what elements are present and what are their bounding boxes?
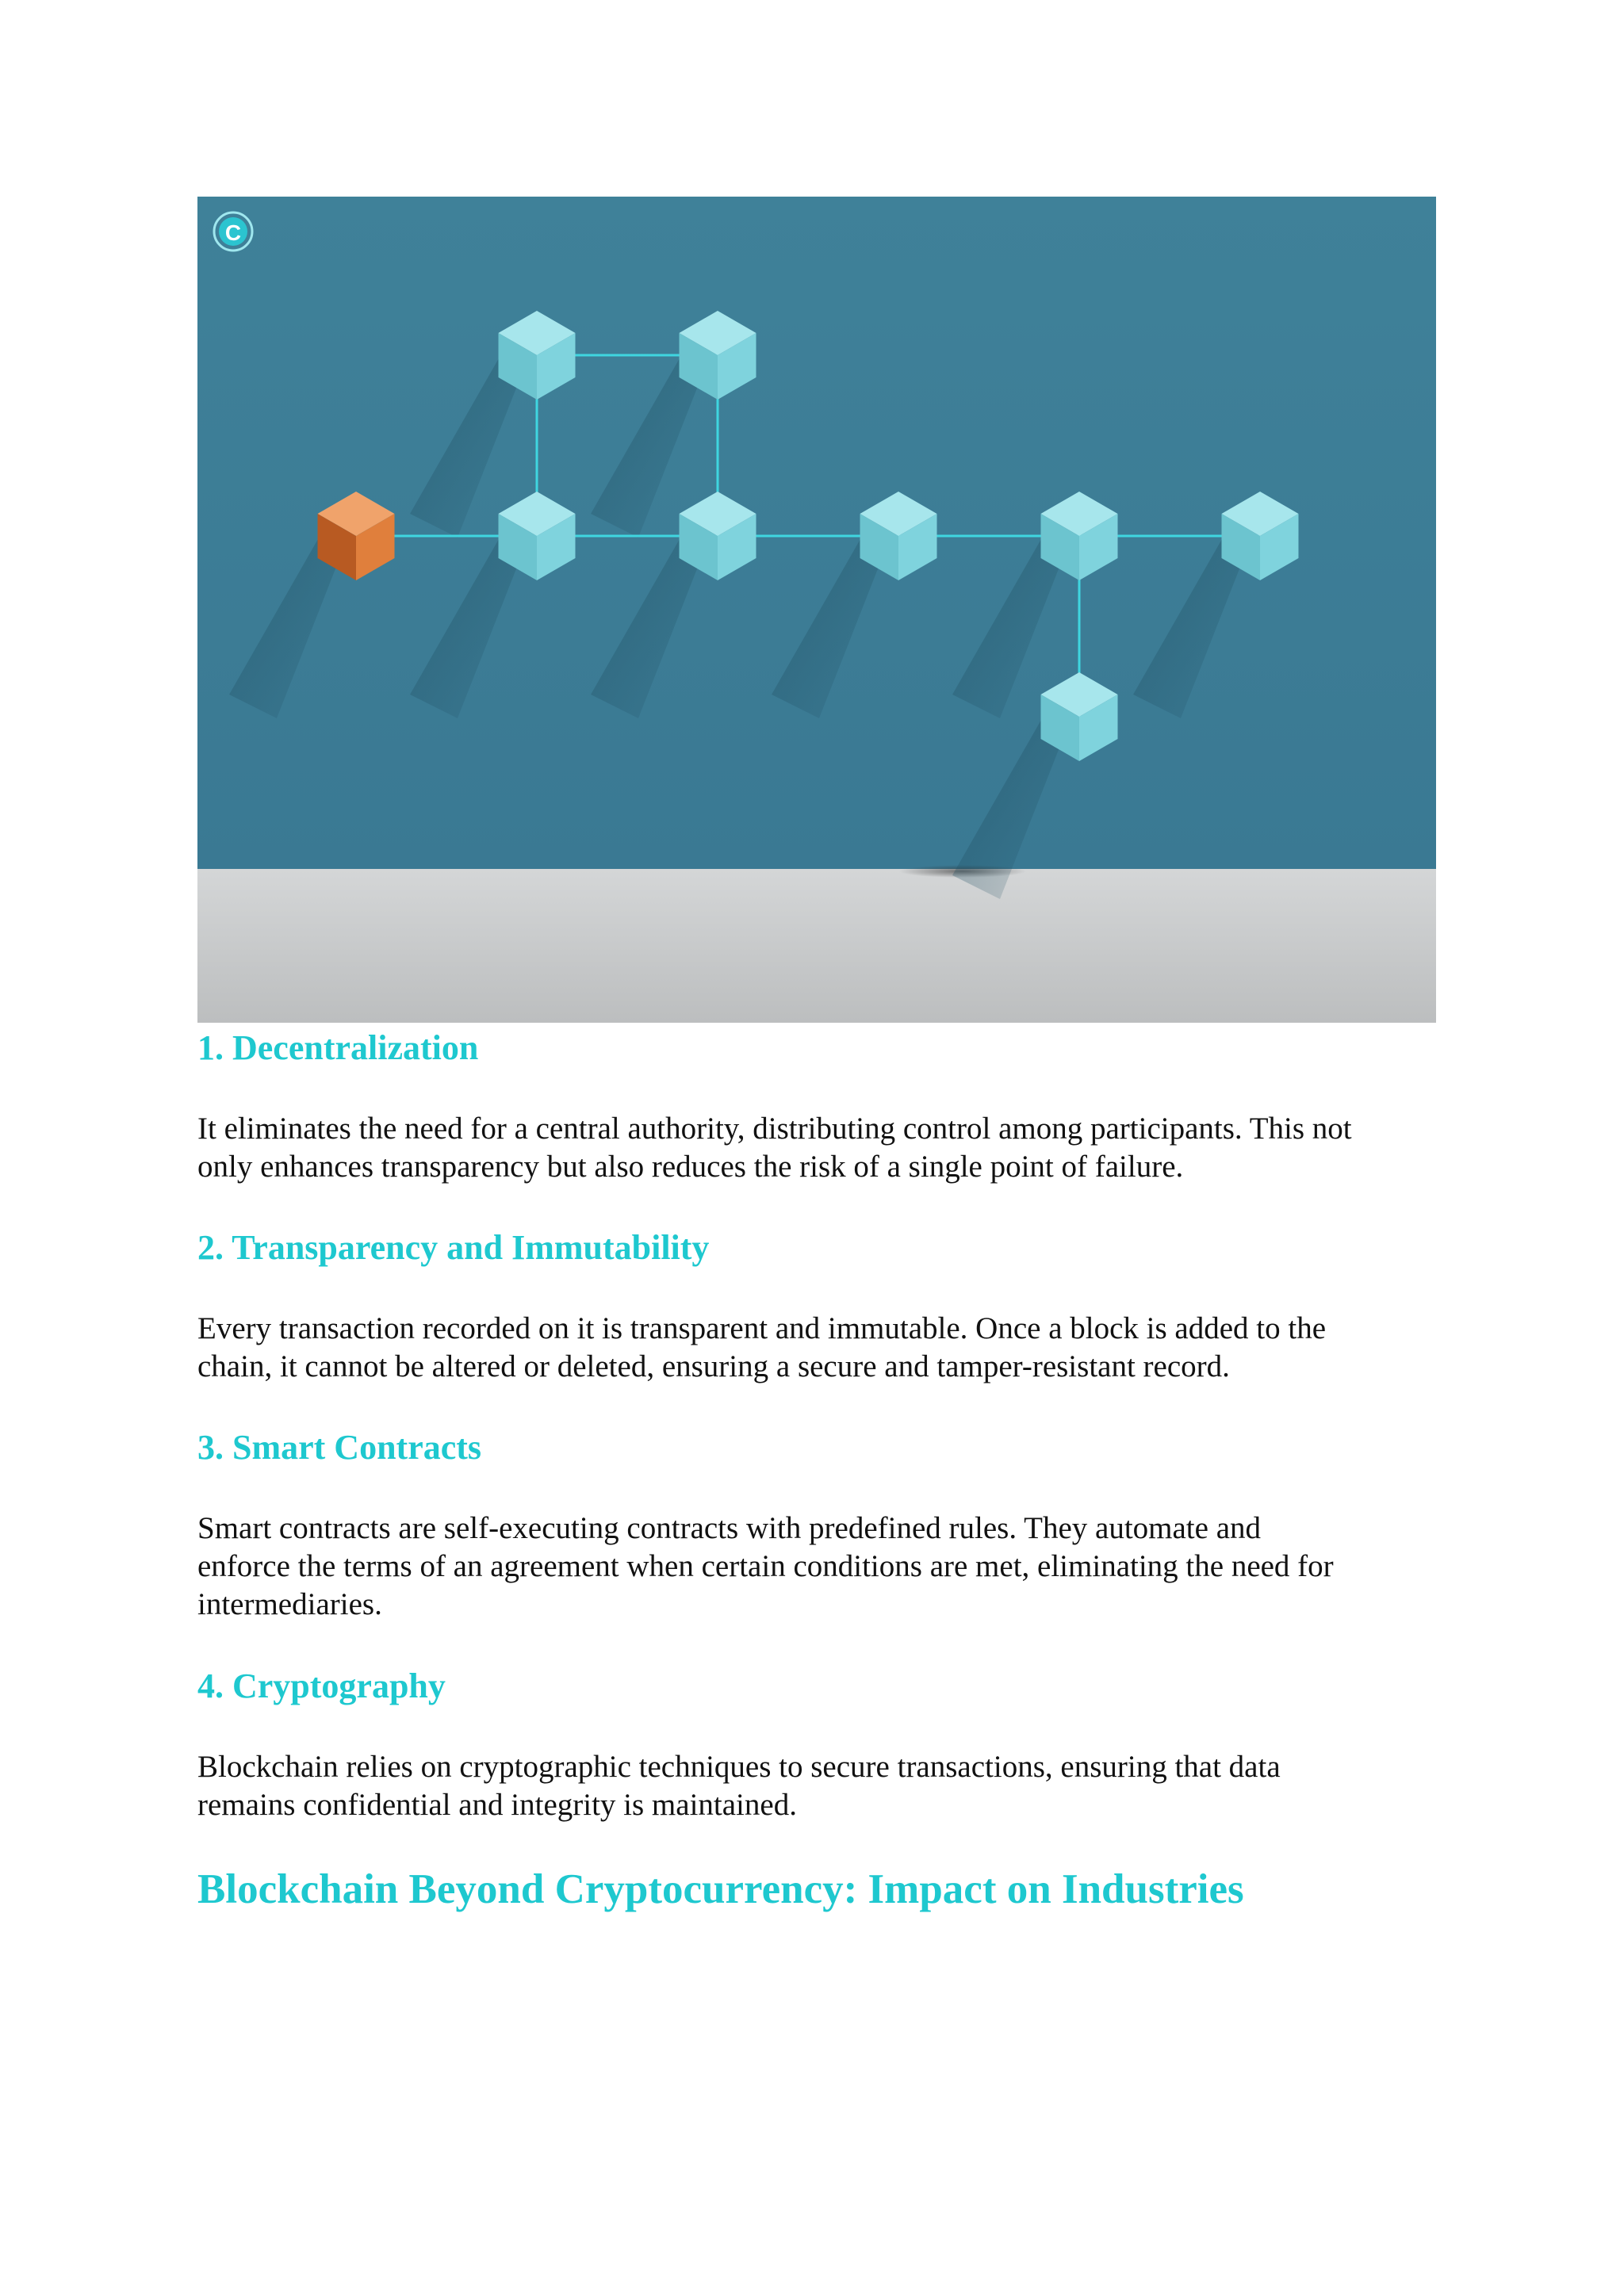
paragraph-line: intermediaries. <box>197 1587 382 1621</box>
paragraph-line: remains confidential and integrity is maintained. <box>197 1788 797 1822</box>
paragraph-transparency <box>197 1310 1450 1386</box>
blockchain-illustration-svg <box>197 197 1436 1023</box>
paragraph-line: It eliminates the need for a central authority, distributing control among participants. This not <box>197 1112 1352 1146</box>
paragraph-line: chain, it cannot be altered or deleted, ensuring a secure and tamper-resistant record. <box>197 1349 1230 1383</box>
paragraph-smart-contracts <box>197 1510 1450 1624</box>
paragraph-line: only enhances transparency but also reduces the risk of a single point of failure. <box>197 1150 1184 1184</box>
paragraph-cryptography <box>197 1748 1450 1824</box>
paragraph-line: enforce the terms of an agreement when certain conditions are met, eliminating the need for <box>197 1549 1334 1583</box>
paragraph-line: Every transaction recorded on it is transparent and immutable. Once a block is added to the <box>197 1311 1327 1345</box>
paragraph-decentralization <box>197 1110 1450 1186</box>
heading-transparency: 2. Transparency and Immutability <box>197 1228 710 1267</box>
floor-background <box>197 869 1436 1023</box>
blockchain-illustration <box>197 197 1436 1023</box>
logo-icon <box>214 212 252 251</box>
heading-cryptography: 4. Cryptography <box>197 1667 446 1705</box>
heading-smart-contracts: 3. Smart Contracts <box>197 1428 482 1467</box>
heading-decentralization: 1. Decentralization <box>197 1028 479 1067</box>
paragraph-line: Blockchain relies on cryptographic techniques to secure transactions, ensuring that data <box>197 1750 1281 1784</box>
heading-blockchain-beyond-cryptocurrency: Blockchain Beyond Cryptocurrency: Impact on Industries <box>197 1866 1244 1912</box>
logo-letter: C <box>224 220 242 245</box>
paragraph-line: Smart contracts are self-executing contracts with predefined rules. They automate and <box>197 1511 1262 1545</box>
